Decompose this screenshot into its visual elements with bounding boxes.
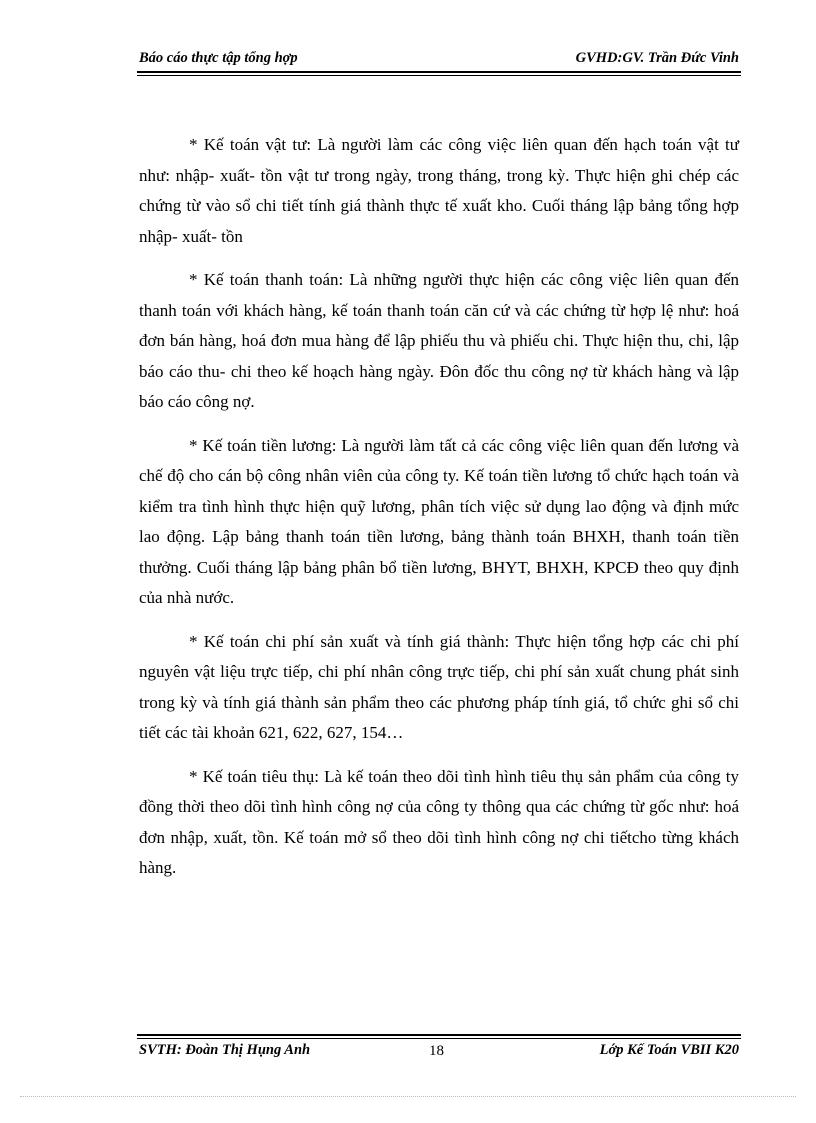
footer-rule-thick (137, 1034, 741, 1036)
page-footer (139, 1042, 739, 1064)
page-header (139, 50, 739, 70)
footer-rule-thin (137, 1038, 741, 1039)
page-body (139, 130, 739, 897)
paragraph-cost-accountant: * Kế toán chi phí sản xuất và tính giá thành: Thực hiện tổng hợp các chi phí nguyên vật liệu trực tiếp, chi phí nhân công trực tiếp, chi phí sản xuất chung phát sinh trong kỳ và tính giá thành sản phẩm theo các phương pháp tính giá, tổ chức ghi sổ chi tiết các tài khoản 621, 622, 627, 154… (139, 631, 739, 742)
paragraph-payment-accountant: * Kế toán thanh toán: Là những người thực hiện các công việc liên quan đến thanh toán với khách hàng, kế toán thanh toán căn cứ và các chứng từ hợp lệ như: hoá đơn bán hàng, hoá đơn mua hàng để lập phiếu thu và phiếu chi. Thực hiện thu, chi, lập báo cáo thu- chi theo kế hoạch hàng ngày. Đôn đốc thu công nợ từ khách hàng và lập báo cáo công nợ. (139, 270, 739, 411)
header-supervisor: GVHD:GV. Trần Đức Vinh (575, 50, 739, 66)
page-number: 18 (429, 1043, 444, 1059)
footer-class: Lớp Kế Toán VBII K20 (599, 1042, 739, 1058)
header-rule-thin (137, 75, 741, 76)
paragraph-sales-accountant: * Kế toán tiêu thụ: Là kế toán theo dõi tình hình tiêu thụ sản phẩm của công ty đồng thời theo dõi tình hình công nợ của công ty thông qua các chứng từ gốc như: hoá đơn nhập, xuất, tồn. Kế toán mở sổ theo dõi tình hình công nợ chi tiếtcho từng khách hàng. (139, 766, 739, 877)
footer-student: SVTH: Đoàn Thị Hụng Anh (139, 1042, 311, 1058)
paragraph-payroll-accountant: * Kế toán tiền lương: Là người làm tất cả các công việc liên quan đến lương và chế độ cho cán bộ công nhân viên của công ty. Kế toán tiền lương tổ chức hạch toán và kiểm tra tình hình thực hiện quỹ lương, phân tích việc sử dụng lao động và định mức lao động. Lập bảng thanh toán tiền lương, bảng thành toán BHXH, thanh toán tiền thưởng. Cuối tháng lập bảng phân bổ tiền lương, BHYT, BHXH, KPCĐ theo quy định của nhà nước. (139, 435, 739, 607)
paragraph-materials-accountant: * Kế toán vật tư: Là người làm các công việc liên quan đến hạch toán vật tư như: nhập- xuất- tồn vật tư trong ngày, trong tháng, trong kỳ. Thực hiện ghi chép các chứng từ vào sổ chi tiết tính giá thành thực tế xuất kho. Cuối tháng lập bảng tổng hợp nhập- xuất- tồn (139, 135, 739, 246)
header-rule-thick (137, 71, 741, 73)
page-bottom-divider (20, 1096, 796, 1097)
header-report-title: Báo cáo thực tập tổng hợp (139, 50, 298, 66)
